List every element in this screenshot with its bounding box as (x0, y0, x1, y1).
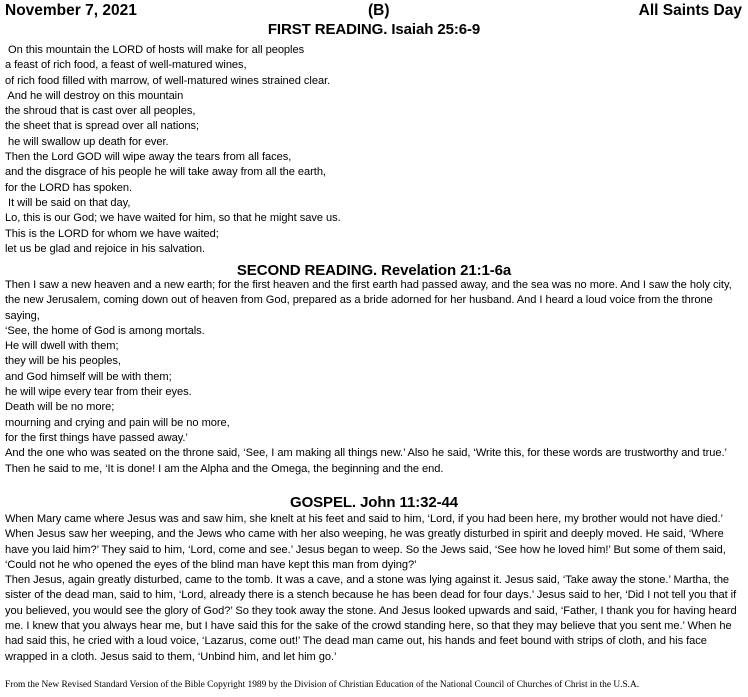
gospel-title: GOSPEL. John 11:32-44 (290, 494, 458, 511)
page-header (5, 2, 742, 19)
first-reading-line: And he will destroy on this mountain (5, 89, 184, 102)
first-reading-line: he will swallow up death for ever. (5, 135, 169, 148)
first-reading-line: Lo, this is our God; we have waited for him, so that he might save us. (5, 212, 341, 225)
second-reading-line: Death will be no more; (5, 401, 115, 414)
first-reading-line: and the disgrace of his people he will take away from all the earth, (5, 166, 326, 179)
second-reading-line: mourning and crying and pain will be no more, (5, 416, 230, 429)
first-reading-line: Then the Lord GOD will wipe away the tears from all faces, (5, 151, 292, 164)
first-reading-line: for the LORD has spoken. (5, 181, 133, 194)
first-reading-line: This is the LORD for whom we have waited; (5, 227, 219, 240)
second-reading-closing: And the one who was seated on the throne said, ‘See, I am making all things new.’ Also he said, ‘Write this, for these words are trustworthy and true.’ Then he said to me, ‘It is done! I am the Alpha and the Omega, the beginning and the end. (5, 447, 727, 475)
first-reading-title: FIRST READING. Isaiah 25:6-9 (267, 21, 481, 38)
first-reading-line: of rich food filled with marrow, of well-matured wines strained clear. (5, 74, 331, 87)
second-reading-line: for the first things have passed away.’ (5, 431, 188, 444)
second-reading-intro: Then I saw a new heaven and a new earth; for the first heaven and the first earth had passed away, and the sea was no more. And I saw the holy city, the new Jerusalem, coming down out of heaven from God, prepared as a bride adorned for her husband. And I heard a loud voice from the throne saying, (5, 279, 732, 322)
second-reading-line: and God himself will be with them; (5, 370, 172, 383)
first-reading-line: the shroud that is cast over all peoples, (5, 105, 196, 118)
first-reading-line: On this mountain the LORD of hosts will make for all peoples (5, 44, 305, 56)
second-reading-line: they will be his peoples, (5, 355, 121, 368)
first-reading-text (5, 43, 745, 257)
header-liturgical-year: (B) (368, 2, 390, 19)
header-date: November 7, 2021 (5, 2, 137, 19)
gospel-paragraph: Then Jesus, again greatly disturbed, came to the tomb. It was a cave, and a stone was lying against it. Jesus said, ‘Take away the stone.’ Martha, the sister of the dead man, said to him, ‘Lord, already there is a stench because he has been dead for four days.’ Jesus said to her, ‘Did I not tell you that if you believed, you would see the glory of God?’ So they took away the stone. And Jesus looked upwards and said, ‘Father, I thank you for having heard me. I knew that you always hear me, but I have said this for the sake of the crowd standing here, so that they may believe that you sent me.’ When he had said this, he cried with a loud voice, ‘Lazarus, come out!’ The dead man came out, his hands and feet bound with strips of cloth, and his face wrapped in a cloth. Jesus said to them, ‘Unbind him, and let him go.’ (5, 574, 737, 663)
second-reading-line: ‘See, the home of God is among mortals. (5, 324, 205, 337)
header-feast-name: All Saints Day (638, 2, 742, 19)
first-reading-line: It will be said on that day, (5, 196, 131, 209)
second-reading-line: He will dwell with them; (5, 340, 119, 353)
second-reading-line: he will wipe every tear from their eyes. (5, 386, 192, 399)
first-reading-line: let us be glad and rejoice in his salvation. (5, 242, 206, 255)
first-reading-line: a feast of rich food, a feast of well-matured wines, (5, 59, 247, 72)
gospel-paragraph: When Mary came where Jesus was and saw him, she knelt at his feet and said to him, ‘Lord, if you had been here, my brother would not have died.’ When Jesus saw her weeping, and the Jews who came with her also weeping, he was greatly disturbed in spirit and deeply moved. He said, ‘Where have you laid him?’ They said to him, ‘Lord, come and see.’ Jesus began to weep. So the Jews said, ‘See how he loved him!’ But some of them said, ‘Could not he who opened the eyes of the blind man have kept this man from dying?’ (5, 513, 726, 571)
second-reading-title: SECOND READING. Revelation 21:1-6a (236, 262, 512, 279)
copyright-footer: From the New Revised Standard Version of the Bible Copyright 1989 by the Division of Christian Education of the National Council of Churches of Christ in the U.S.A. (5, 680, 640, 690)
gospel-text (5, 512, 745, 665)
first-reading-line: the sheet that is spread over all nations; (5, 120, 200, 133)
second-reading-text (5, 278, 745, 477)
